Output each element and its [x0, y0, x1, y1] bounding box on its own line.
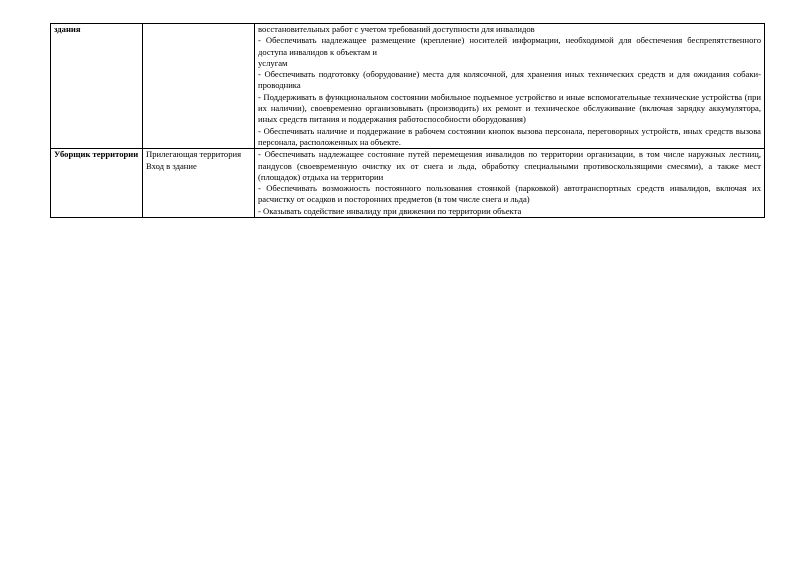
- duties-table: [50, 23, 765, 218]
- area-cell: [143, 24, 255, 149]
- duty-text: - Оказывать содействие инвалиду при движении по территории объекта: [258, 205, 522, 216]
- duty-text: - Поддерживать в функциональном состоянии мобильное подъемное устройство и иные вспомогательные технические устройства (при их наличии), своевременно организовывать (производить) их ремонт и техническое обслуживание (включая зарядку аккумулятора, иных средств питания и поддержания работоспособности оборудования): [258, 91, 761, 125]
- table-row: [51, 24, 765, 149]
- duty-text: - Обеспечивать возможность постоянного пользования стоянкой (парковкой) автотранспортных средств инвалидов, включая их расчистку от осадков и посторонних предметов (в том числе снега и льда): [258, 183, 761, 205]
- area-text: Вход в здание: [146, 160, 197, 171]
- duty-text: - Обеспечивать надлежащее размещение (крепление) носителей информации, необходимой для обеспечения беспрепятственного доступа инвалидов к объектам и: [258, 35, 761, 57]
- area-text: Прилегающая территория: [146, 149, 242, 160]
- role-name: здания: [54, 24, 81, 34]
- duties-cell: [255, 149, 765, 218]
- role-name: Уборщик территории: [54, 149, 139, 160]
- role-cell: [51, 24, 143, 149]
- duty-text: - Обеспечивать подготовку (оборудование) места для колясочной, для хранения иных технических средств и для ожидания собаки-проводника: [258, 69, 761, 91]
- duty-text: - Обеспечивать наличие и поддержание в рабочем состоянии кнопок вызова персонала, переговорных устройств, иных средств вызова персонала, расположенных на объекте.: [258, 125, 761, 147]
- area-cell: [143, 149, 255, 218]
- duty-text: восстановительных работ с учетом требований доступности для инвалидов: [258, 24, 535, 34]
- role-cell: [51, 149, 143, 218]
- duties-cell: [255, 24, 765, 149]
- duty-text: - Обеспечивать надлежащее состояние путей перемещения инвалидов по территории организации, в том числе наружных лестниц, пандусов (своевременную очистку их от снега и льда, обработку специальными противоскользящими смесями), а также мест (площадок) отдыха на территории: [258, 149, 761, 182]
- table-row: [51, 149, 765, 218]
- duty-text: услугам: [258, 57, 288, 68]
